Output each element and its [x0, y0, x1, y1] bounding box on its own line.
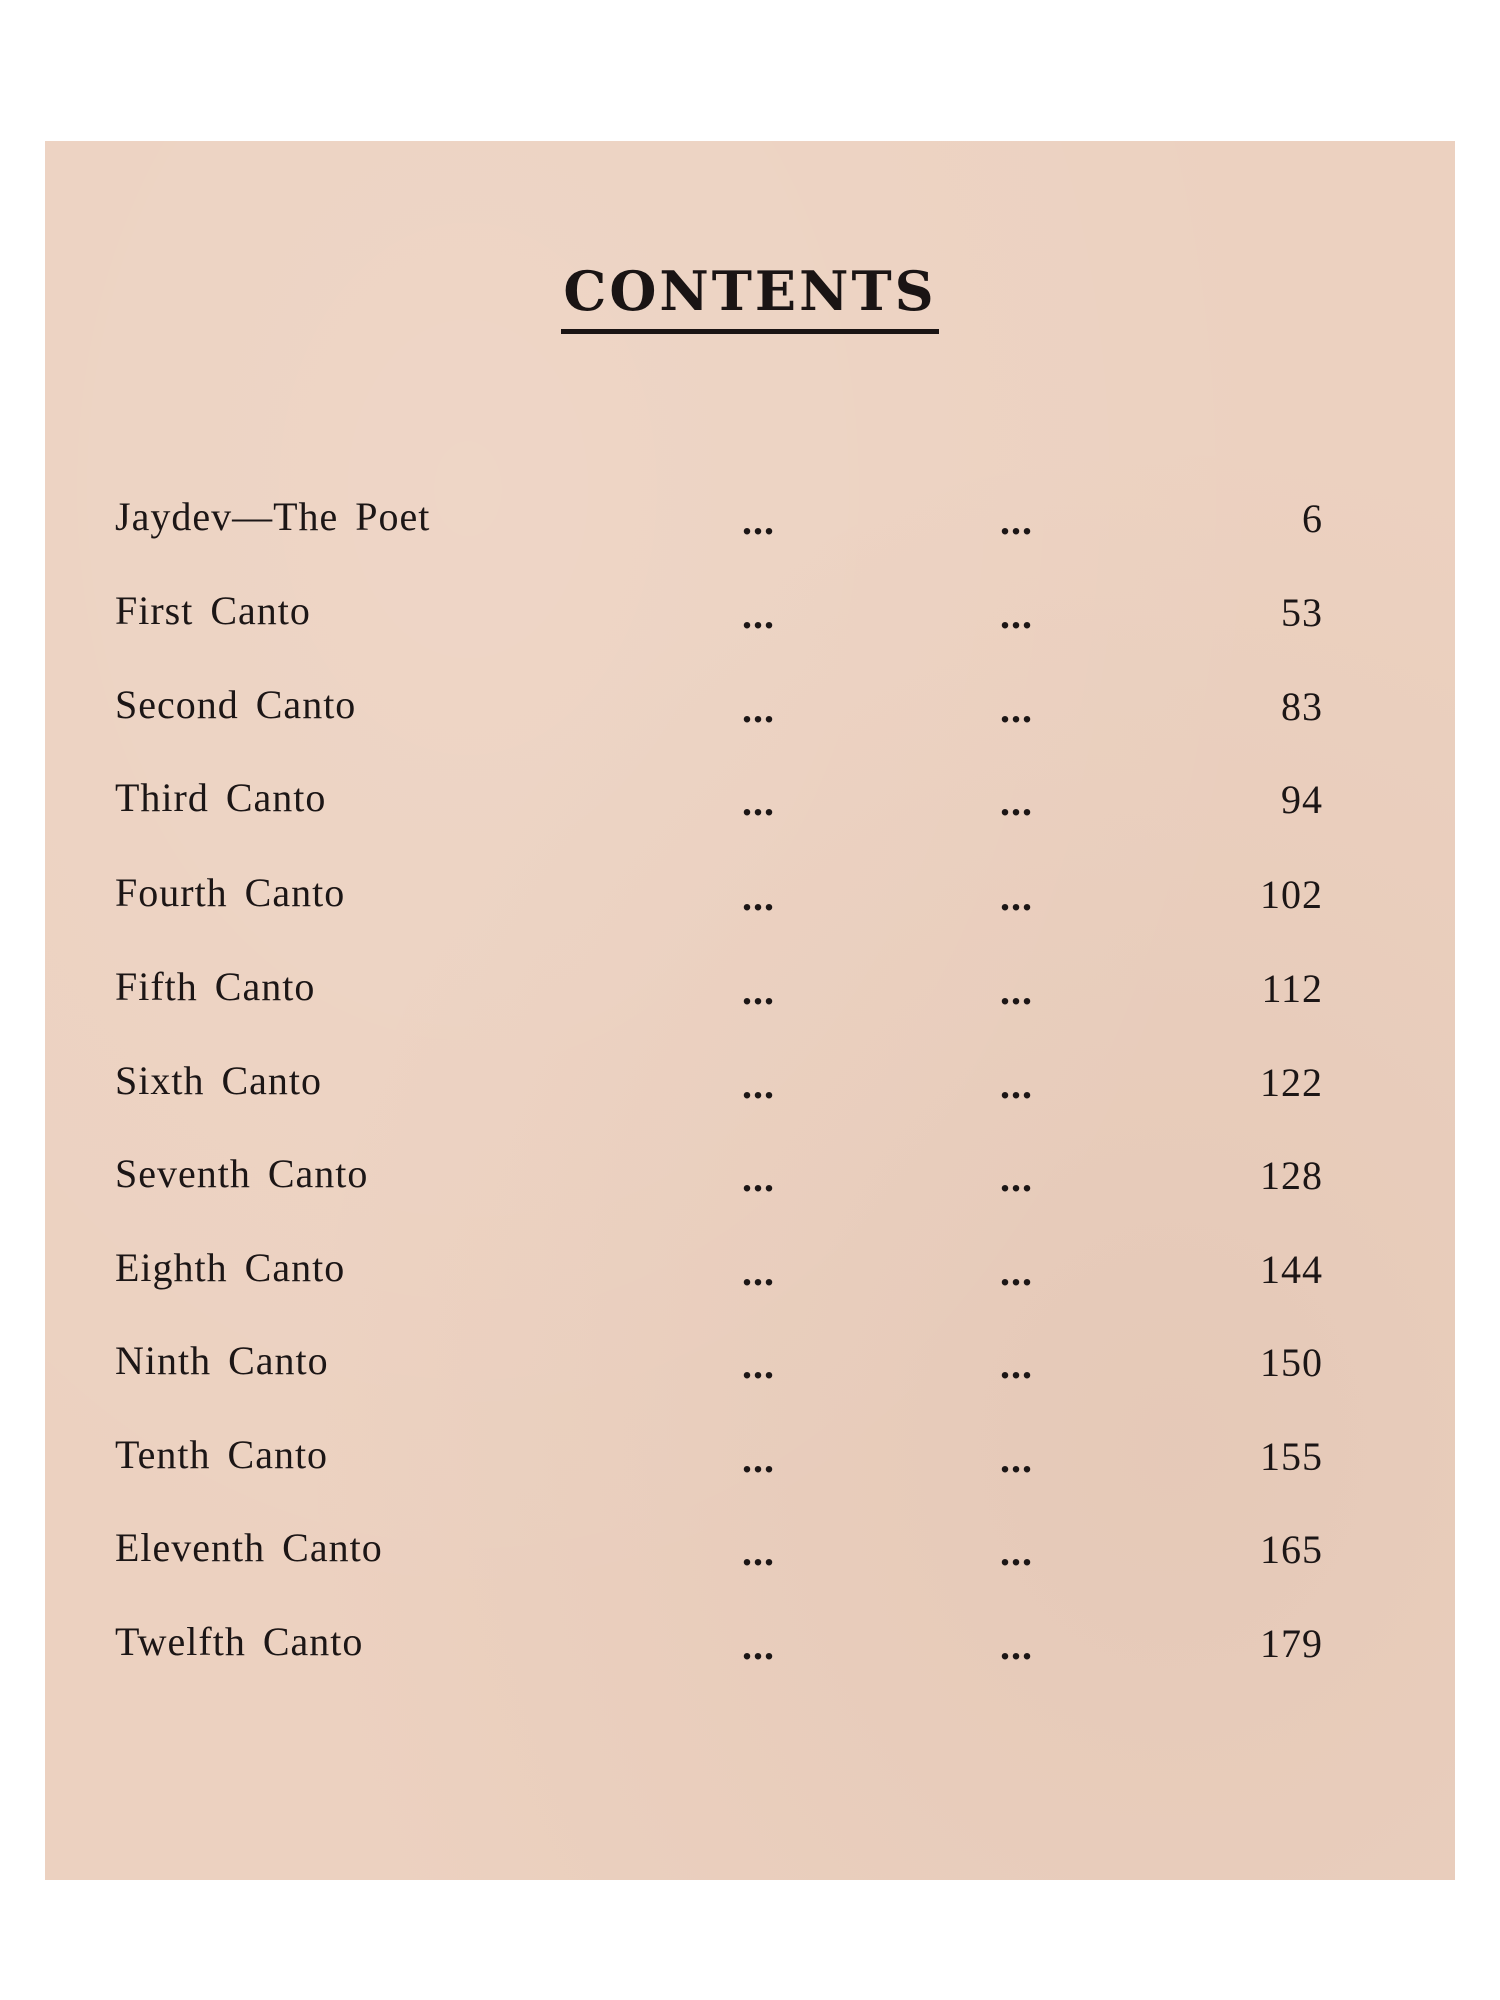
- toc-entry-title: Eleventh Canto: [115, 1525, 383, 1570]
- toc-leader-dots: ...: [1000, 874, 1033, 919]
- toc-leader-dots: ...: [1000, 1249, 1033, 1294]
- toc-page-number: 165: [1260, 1527, 1323, 1572]
- toc-leader-dots: ...: [742, 1249, 775, 1294]
- toc-leader-dots: ...: [1000, 592, 1033, 637]
- toc-leader-dots: ...: [742, 592, 775, 637]
- toc-leader-dots: ...: [1000, 779, 1033, 824]
- toc-entry: [45, 1150, 1455, 1210]
- toc-page-number: 102: [1260, 872, 1323, 917]
- table-of-contents: [45, 141, 1455, 1880]
- toc-entry: [45, 681, 1455, 741]
- toc-entry-title: Tenth Canto: [115, 1432, 329, 1477]
- toc-entry: [45, 493, 1455, 553]
- toc-leader-dots: ...: [742, 1529, 775, 1574]
- toc-leader-dots: ...: [1000, 1529, 1033, 1574]
- toc-leader-dots: ...: [1000, 1155, 1033, 1200]
- contents-heading-text: CONTENTS: [561, 259, 938, 334]
- toc-entry: [45, 774, 1455, 834]
- toc-entry-title: Fifth Canto: [115, 964, 316, 1009]
- book-page: [45, 141, 1455, 1880]
- toc-page-number: 155: [1260, 1434, 1323, 1479]
- toc-entry: [45, 587, 1455, 647]
- toc-leader-dots: ...: [1000, 1623, 1033, 1668]
- toc-entry-title: Ninth Canto: [115, 1338, 329, 1383]
- toc-entry: [45, 1524, 1455, 1584]
- toc-leader-dots: ...: [1000, 968, 1033, 1013]
- toc-leader-dots: ...: [1000, 686, 1033, 731]
- toc-entry: [45, 1431, 1455, 1491]
- toc-page-number: 122: [1260, 1060, 1323, 1105]
- toc-leader-dots: ...: [742, 1623, 775, 1668]
- toc-page-number: 6: [1302, 496, 1323, 541]
- toc-leader-dots: ...: [742, 779, 775, 824]
- toc-entry-title: Sixth Canto: [115, 1058, 323, 1103]
- toc-entry-title: Jaydev—The Poet: [115, 494, 431, 539]
- toc-page-number: 83: [1281, 684, 1323, 729]
- toc-leader-dots: ...: [742, 968, 775, 1013]
- toc-leader-dots: ...: [1000, 1342, 1033, 1387]
- toc-leader-dots: ...: [742, 1436, 775, 1481]
- toc-entry-title: Fourth Canto: [115, 870, 346, 915]
- toc-entry-title: Twelfth Canto: [115, 1619, 364, 1664]
- toc-entry-title: Eighth Canto: [115, 1245, 346, 1290]
- toc-leader-dots: ...: [742, 874, 775, 919]
- toc-page-number: 53: [1281, 590, 1323, 635]
- toc-leader-dots: ...: [742, 1062, 775, 1107]
- toc-page-number: 128: [1260, 1153, 1323, 1198]
- toc-leader-dots: ...: [1000, 1062, 1033, 1107]
- toc-page-number: 112: [1261, 966, 1323, 1011]
- toc-entry-title: Seventh Canto: [115, 1151, 369, 1196]
- toc-leader-dots: ...: [742, 1342, 775, 1387]
- toc-entry: [45, 1057, 1455, 1117]
- toc-entry: [45, 1337, 1455, 1397]
- toc-page-number: 144: [1260, 1247, 1323, 1292]
- toc-entry: [45, 1244, 1455, 1304]
- toc-entry: [45, 963, 1455, 1023]
- toc-leader-dots: ...: [742, 686, 775, 731]
- toc-leader-dots: ...: [1000, 1436, 1033, 1481]
- toc-page-number: 94: [1281, 777, 1323, 822]
- toc-page-number: 150: [1260, 1340, 1323, 1385]
- toc-leader-dots: ...: [742, 498, 775, 543]
- toc-entry: [45, 869, 1455, 929]
- toc-entry: [45, 1618, 1455, 1678]
- toc-entry-title: Second Canto: [115, 682, 357, 727]
- toc-leader-dots: ...: [742, 1155, 775, 1200]
- toc-entry-title: First Canto: [115, 588, 311, 633]
- toc-entry-title: Third Canto: [115, 775, 327, 820]
- toc-page-number: 179: [1260, 1621, 1323, 1666]
- toc-leader-dots: ...: [1000, 498, 1033, 543]
